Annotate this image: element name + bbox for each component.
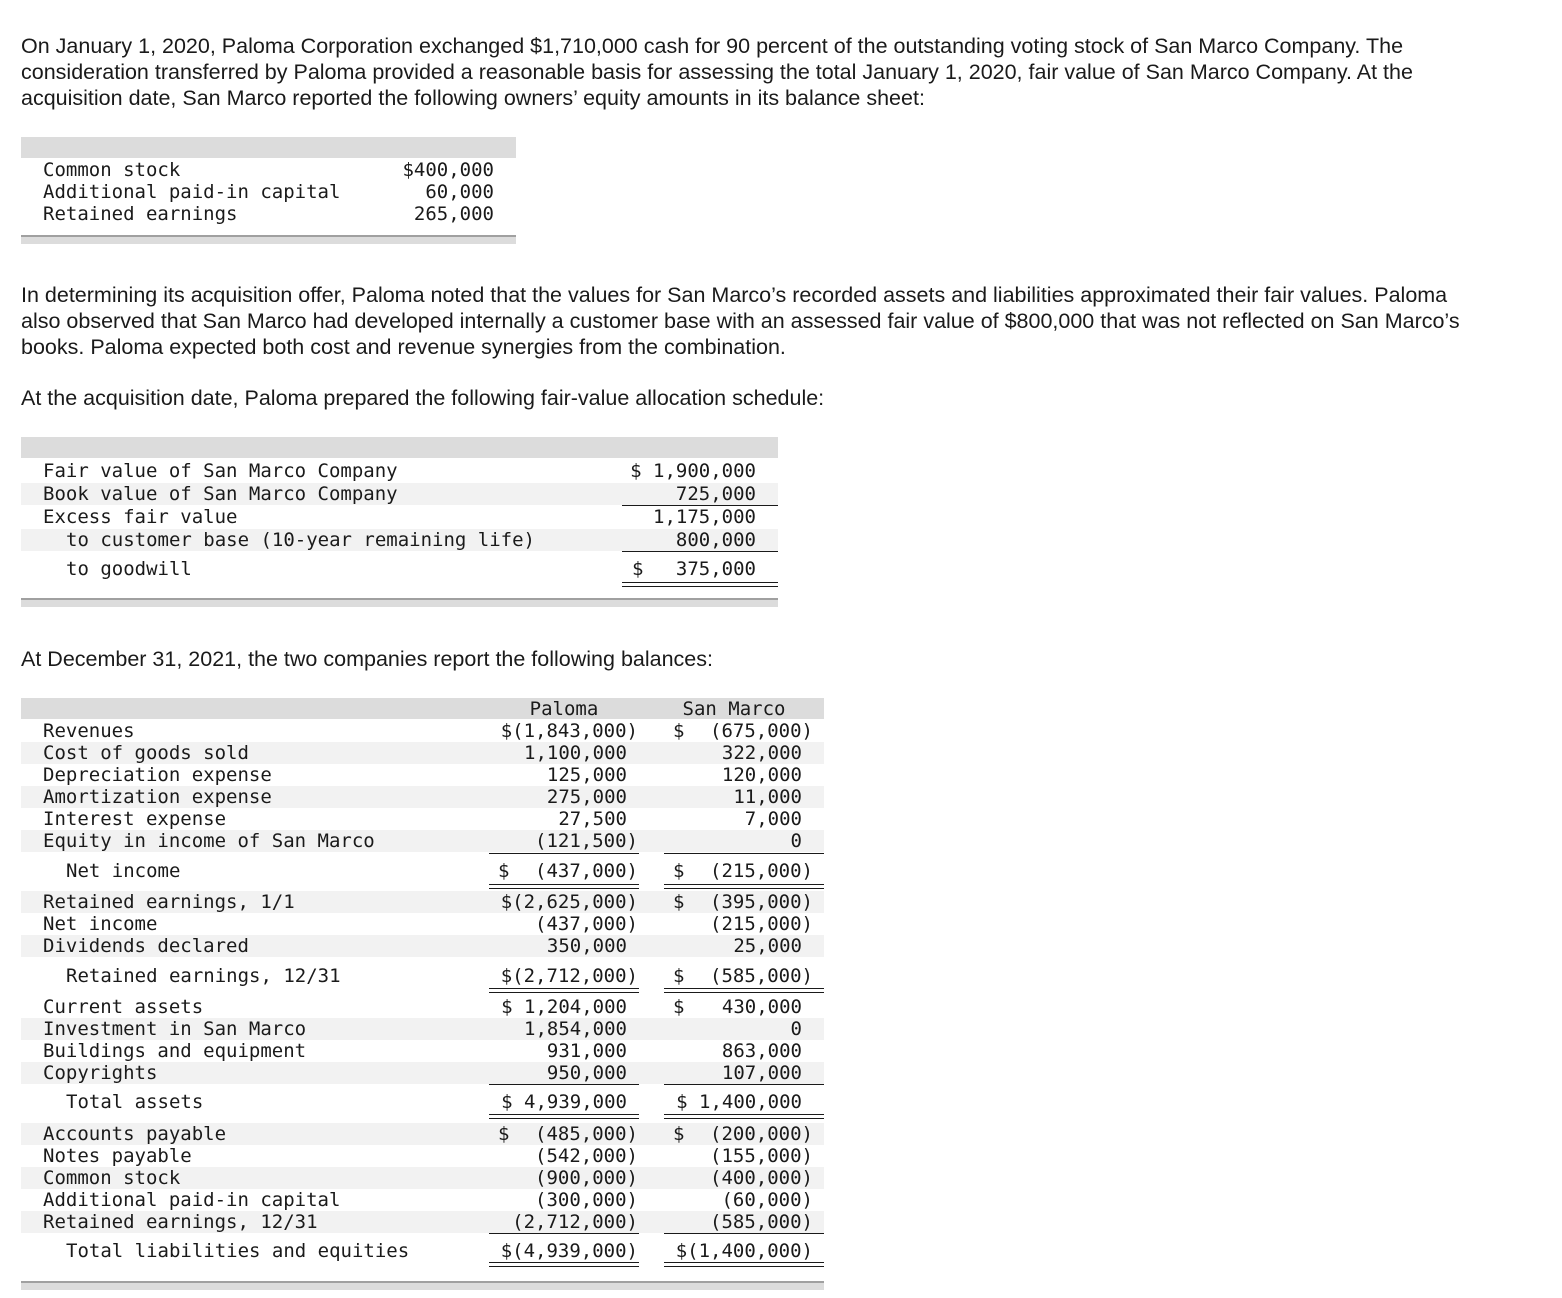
- san-marco-currency: $: [673, 720, 685, 742]
- table-row: [21, 996, 824, 1018]
- table-header-bar: [21, 437, 778, 458]
- row-label: Additional paid-in capital: [43, 181, 341, 203]
- san-marco-value: (585,000): [710, 1211, 813, 1233]
- paloma-value: 950,000: [546, 1062, 627, 1084]
- paloma-value: $ 4,939,000: [501, 1091, 627, 1113]
- table-row: [21, 558, 778, 580]
- double-underline: [489, 988, 639, 993]
- row-value: 60,000: [425, 181, 494, 203]
- row-value: $400,000: [402, 159, 494, 181]
- row-label: Interest expense: [43, 808, 227, 830]
- row-value: 800,000: [675, 529, 756, 551]
- intro-paragraph: On January 1, 2020, Paloma Corporation exchanged $1,710,000 cash for 90 percent of the outstanding voting stock of San Marco Company. The consideration transferred by Paloma provided a reasonable basis for assessing the total January 1, 2020, fair value of San Marco Company. At the acquisition date, San Marco reported the following owners’ equity amounts in its balance sheet:: [21, 34, 1413, 110]
- row-value: 265,000: [413, 203, 494, 225]
- row-label: Net income: [66, 860, 181, 882]
- currency-symbol: $: [632, 558, 644, 580]
- san-marco-value: (215,000): [710, 860, 813, 882]
- paloma-value: 931,000: [546, 1040, 627, 1062]
- paloma-value: $(1,843,000): [500, 720, 638, 742]
- row-label: Excess fair value: [43, 506, 238, 528]
- row-label: Common stock: [43, 159, 181, 181]
- double-underline: [489, 1114, 639, 1119]
- paloma-currency: $: [498, 1123, 510, 1145]
- paloma-value: (900,000): [535, 1167, 638, 1189]
- san-marco-value: (155,000): [710, 1145, 813, 1167]
- table-row: [21, 808, 824, 830]
- table-row: [21, 742, 824, 764]
- san-marco-value: 7,000: [744, 808, 802, 830]
- row-label: to customer base (10-year remaining life): [66, 529, 535, 551]
- row-label: Current assets: [43, 996, 204, 1018]
- san-marco-value: 0: [790, 1018, 802, 1040]
- table-row: [21, 786, 824, 808]
- row-label: Cost of goods sold: [43, 742, 249, 764]
- san-marco-value: 863,000: [721, 1040, 802, 1062]
- san-marco-value: (215,000): [710, 913, 813, 935]
- double-underline: [664, 1262, 824, 1267]
- san-marco-value: (60,000): [721, 1189, 813, 1211]
- row-value: 725,000: [675, 483, 756, 505]
- table-row: [21, 1145, 824, 1167]
- table-row: [21, 860, 824, 882]
- underline: [489, 1084, 639, 1085]
- table-row: [21, 1062, 824, 1084]
- row-label: Buildings and equipment: [43, 1040, 307, 1062]
- row-label: Equity in income of San Marco: [43, 830, 375, 852]
- row-label: Fair value of San Marco Company: [43, 460, 398, 482]
- table-row: [21, 529, 778, 551]
- double-underline: [664, 988, 824, 993]
- underline: [664, 853, 824, 854]
- san-marco-value: (200,000): [710, 1123, 813, 1145]
- table-row: [21, 913, 824, 935]
- column-header-paloma: Paloma: [529, 698, 599, 720]
- row-label: Dividends declared: [43, 935, 249, 957]
- table-footer-bar: [21, 598, 778, 607]
- table-header-bar: [21, 137, 516, 158]
- san-marco-currency: $: [673, 965, 685, 987]
- allocation-intro-paragraph: At the acquisition date, Paloma prepared the following fair-value allocation schedule:: [21, 386, 825, 410]
- san-marco-value: 322,000: [721, 742, 802, 764]
- table-row: [21, 506, 778, 528]
- paloma-value: (2,712,000): [512, 1211, 638, 1233]
- san-marco-value: 0: [790, 830, 802, 852]
- valuation-paragraph: In determining its acquisition offer, Paloma noted that the values for San Marco’s recorded assets and liabilities approximated their fair values. Paloma also observed that San Marco had developed internally a customer base with an assessed fair value of $800,000 that was not reflected on San Marco’s books. Paloma expected both cost and revenue synergies from the combination.: [21, 283, 1460, 359]
- double-underline: [664, 884, 824, 889]
- san-marco-currency: $: [673, 860, 685, 882]
- san-marco-value: (675,000): [710, 720, 813, 742]
- underline: [664, 1084, 824, 1085]
- row-label: Total assets: [66, 1091, 204, 1113]
- underline: [489, 1233, 639, 1234]
- san-marco-currency: $: [673, 996, 685, 1018]
- paloma-value: $(4,939,000): [500, 1240, 638, 1262]
- table-footer-bar: [21, 1281, 824, 1290]
- paloma-currency: $: [498, 860, 510, 882]
- paloma-value: $(2,712,000): [500, 965, 638, 987]
- san-marco-value: (400,000): [710, 1167, 813, 1189]
- row-value: 375,000: [675, 558, 756, 580]
- san-marco-value: $ 1,400,000: [676, 1091, 802, 1113]
- column-header-san-marco: San Marco: [682, 698, 786, 720]
- table-row: [21, 1091, 824, 1113]
- table-row: [21, 1167, 824, 1189]
- paloma-value: 27,500: [558, 808, 627, 830]
- san-marco-value: $(1,400,000): [675, 1240, 813, 1262]
- table-row: [21, 891, 824, 913]
- san-marco-value: 430,000: [721, 996, 802, 1018]
- table-row: [21, 1211, 824, 1233]
- table-row: [21, 181, 516, 203]
- row-label: Retained earnings: [43, 203, 238, 225]
- row-label: Accounts payable: [43, 1123, 227, 1145]
- table-row: [21, 720, 824, 742]
- table-footer-bar: [21, 235, 516, 244]
- row-value: 1,175,000: [653, 506, 756, 528]
- row-label: Book value of San Marco Company: [43, 483, 398, 505]
- paloma-value: 275,000: [546, 786, 627, 808]
- underline: [664, 1233, 824, 1234]
- row-label: Retained earnings, 12/31: [66, 965, 341, 987]
- paloma-value: $(2,625,000): [500, 891, 638, 913]
- table-row: [21, 764, 824, 786]
- table-row: [21, 1240, 824, 1262]
- row-label: Amortization expense: [43, 786, 272, 808]
- table-row: [21, 965, 824, 987]
- underline: [622, 551, 778, 552]
- owners-equity-table: [21, 137, 516, 245]
- row-label: Total liabilities and equities: [66, 1240, 410, 1262]
- double-underline: [622, 582, 778, 587]
- table-row: [21, 830, 824, 852]
- table-row: [21, 1123, 824, 1145]
- row-label: to goodwill: [66, 558, 192, 580]
- table-row: [21, 159, 516, 181]
- year-end-balances-table: [21, 698, 824, 1292]
- paloma-value: $ 1,204,000: [501, 996, 627, 1018]
- paloma-value: 1,100,000: [524, 742, 627, 764]
- row-label: Additional paid-in capital: [43, 1189, 341, 1211]
- paloma-value: 1,854,000: [524, 1018, 627, 1040]
- san-marco-value: 25,000: [733, 935, 802, 957]
- double-underline: [489, 884, 639, 889]
- row-label: Common stock: [43, 1167, 181, 1189]
- san-marco-value: (395,000): [710, 891, 813, 913]
- san-marco-value: 107,000: [721, 1062, 802, 1084]
- san-marco-value: 120,000: [721, 764, 802, 786]
- table-row: [21, 935, 824, 957]
- fair-value-allocation-table: [21, 437, 778, 609]
- underline: [489, 853, 639, 854]
- paloma-value: (437,000): [535, 913, 638, 935]
- paloma-value: (542,000): [535, 1145, 638, 1167]
- san-marco-currency: $: [673, 1123, 685, 1145]
- row-label: Retained earnings, 12/31: [43, 1211, 318, 1233]
- table-row: [21, 483, 778, 505]
- double-underline: [664, 1114, 824, 1119]
- row-label: Depreciation expense: [43, 764, 272, 786]
- row-label: Investment in San Marco: [43, 1018, 307, 1040]
- paloma-value: 125,000: [546, 764, 627, 786]
- paloma-value: (121,500): [535, 830, 638, 852]
- paloma-value: (437,000): [535, 860, 638, 882]
- row-label: Retained earnings, 1/1: [43, 891, 295, 913]
- table-row: [21, 460, 778, 482]
- table-row: [21, 1018, 824, 1040]
- row-label: Net income: [43, 913, 158, 935]
- table-row: [21, 1189, 824, 1211]
- row-label: Revenues: [43, 720, 135, 742]
- balances-intro-paragraph: At December 31, 2021, the two companies report the following balances:: [21, 647, 713, 671]
- paloma-value: (300,000): [535, 1189, 638, 1211]
- san-marco-value: 11,000: [733, 786, 802, 808]
- table-row: [21, 1040, 824, 1062]
- row-label: Copyrights: [43, 1062, 158, 1084]
- san-marco-currency: $: [673, 891, 685, 913]
- row-value: $ 1,900,000: [630, 460, 756, 482]
- row-label: Notes payable: [43, 1145, 192, 1167]
- double-underline: [489, 1262, 639, 1267]
- paloma-value: (485,000): [535, 1123, 638, 1145]
- san-marco-value: (585,000): [710, 965, 813, 987]
- paloma-value: 350,000: [546, 935, 627, 957]
- table-row: [21, 203, 516, 225]
